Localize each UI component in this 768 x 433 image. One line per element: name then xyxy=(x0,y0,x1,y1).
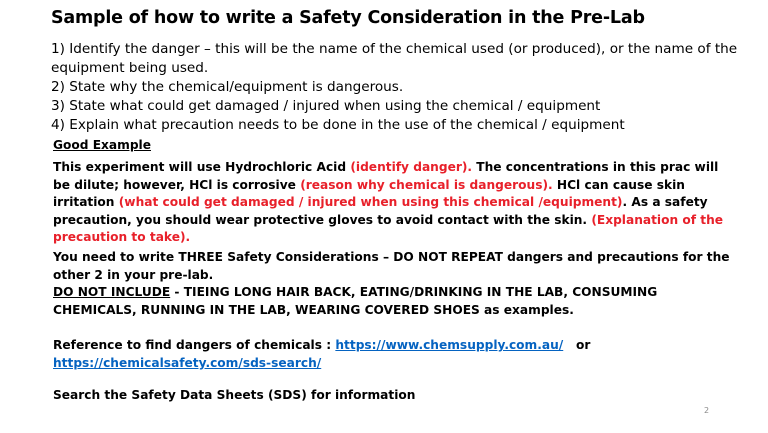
search-sds-note: Search the Safety Data Sheets (SDS) for information xyxy=(53,388,416,402)
instructions-note xyxy=(53,249,733,319)
example-text: This experiment will use Hydrochloric Acid xyxy=(53,160,351,174)
example-text: HCl can cause skin irritation xyxy=(53,177,685,210)
good-example-heading: Good Example xyxy=(53,138,151,152)
chemicalsafety-link[interactable]: https://chemicalsafety.com/sds-search/ xyxy=(53,355,322,370)
step-item: 3) State what could get damaged / injured when using the chemical / equipment xyxy=(51,98,601,114)
example-text: . As a safety precaution, you should wear protective gloves to avoid contact with the skin. xyxy=(53,195,708,227)
page-number: 2 xyxy=(704,406,710,415)
do-not-include-text xyxy=(53,284,733,319)
or-text: or xyxy=(563,338,591,352)
references-prefix: Reference to find dangers of chemicals : xyxy=(53,338,336,352)
example-annotation: (reason why chemical is dangerous). xyxy=(300,177,553,192)
do-not-include-label: DO NOT INCLUDE xyxy=(53,285,171,300)
step-item: 2) State why the chemical/equipment is dangerous. xyxy=(51,79,404,95)
do-not-include-list: - TIEING LONG HAIR BACK, EATING/DRINKING IN THE LAB, CONSUMING CHEMICALS, RUNNING IN THE LAB, WEARING COVERED SHOES as examples. xyxy=(53,285,658,317)
references-block xyxy=(53,337,733,372)
chemsupply-link[interactable]: https://www.chemsupply.com.au/ xyxy=(335,338,564,352)
good-example-paragraph xyxy=(53,159,733,247)
example-annotation: (Explanation of the precaution to take). xyxy=(53,212,724,245)
example-text: The concentrations in this prac will be dilute; however, HCl is corrosive xyxy=(53,160,719,192)
slide-title: Sample of how to write a Safety Consideration in the Pre-Lab xyxy=(51,8,645,28)
steps-list xyxy=(51,40,741,135)
three-considerations-text: You need to write THREE Safety Considerations – DO NOT REPEAT dangers and precautions for the other 2 in your pre-lab. xyxy=(53,250,730,282)
step-item: 1) Identify the danger – this will be the name of the chemical used (or produced), or the name of the equipment being used. xyxy=(51,41,738,76)
step-item: 4) Explain what precaution needs to be done in the use of the chemical / equipment xyxy=(51,117,625,133)
example-annotation: (identify danger). xyxy=(350,160,473,174)
example-annotation: (what could get damaged / injured when using this chemical /equipment) xyxy=(118,195,623,210)
